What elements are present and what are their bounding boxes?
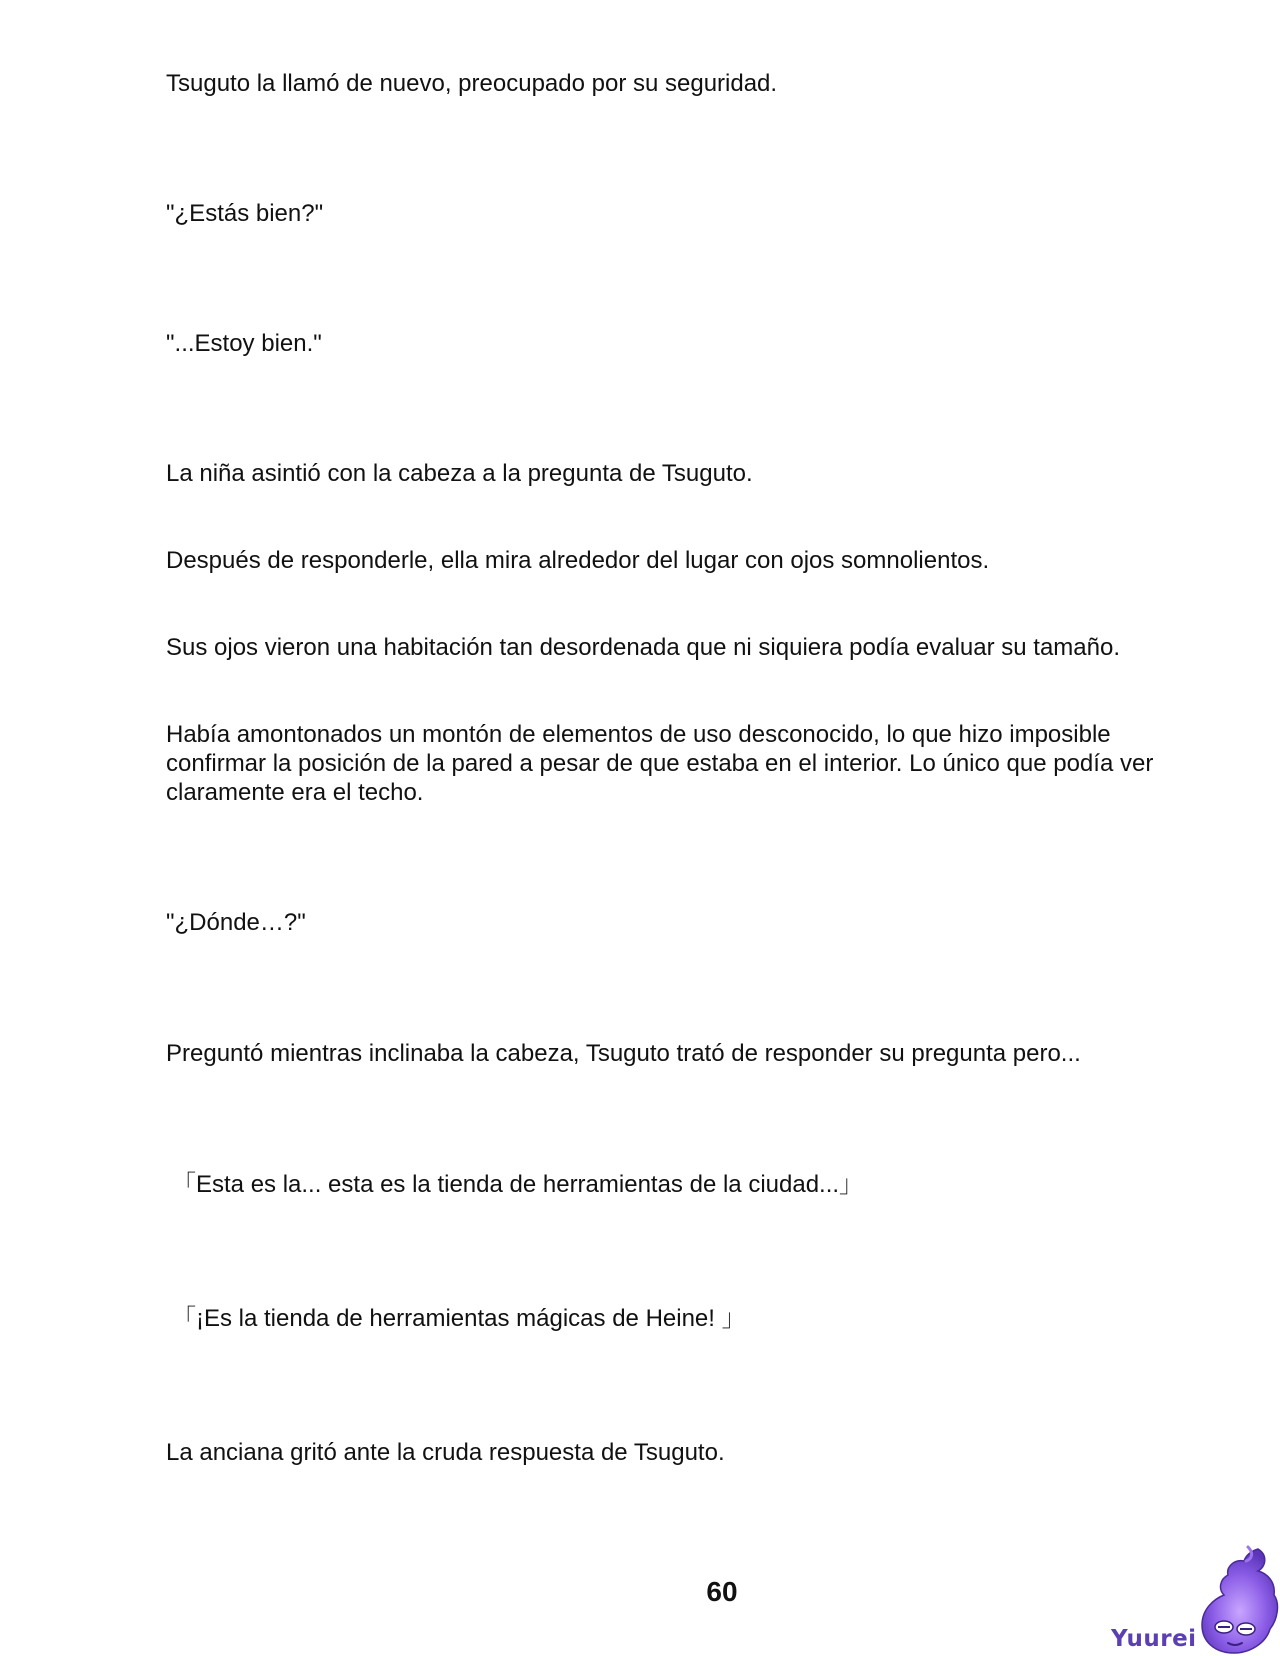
paragraph-4: La niña asintió con la cabeza a la pregunta de Tsuguto. <box>166 460 753 487</box>
paragraph-6: Sus ojos vieron una habitación tan desordenada que ni siquiera podía evaluar su tamaño. <box>166 634 1120 661</box>
paragraph-5: Después de responderle, ella mira alrededor del lugar con ojos somnolientos. <box>166 547 990 574</box>
paragraph-9: Preguntó mientras inclinaba la cabeza, Tsuguto trató de responder su pregunta pero... <box>166 1040 1081 1067</box>
paragraph-12: La anciana gritó ante la cruda respuesta de Tsuguto. <box>166 1439 725 1466</box>
paragraph-2: "¿Estás bien?" <box>166 200 324 227</box>
paragraph-8: "¿Dónde…?" <box>166 909 306 936</box>
paragraph-10: 「Esta es la... esta es la tienda de herramientas de la ciudad...」 <box>172 1171 864 1198</box>
paragraph-7: Había amontonados un montón de elementos de uso desconocido, lo que hizo imposible confirmar la posición de la pared a pesar de que estaba en el interior. Lo único que podía ver claramente era el techo. <box>166 721 1154 806</box>
page-number: 60 <box>706 1576 738 1607</box>
paragraph-11: 「¡Es la tienda de herramientas mágicas de Heine! 」 <box>172 1305 746 1332</box>
paragraph-3: "...Estoy bien." <box>166 330 322 357</box>
yuurei-logo <box>1105 1545 1280 1656</box>
ghost-flame-icon <box>1188 1545 1280 1656</box>
logo-text: Yuurei <box>1111 1626 1197 1652</box>
paragraph-1: Tsuguto la llamó de nuevo, preocupado por su seguridad. <box>166 70 778 97</box>
